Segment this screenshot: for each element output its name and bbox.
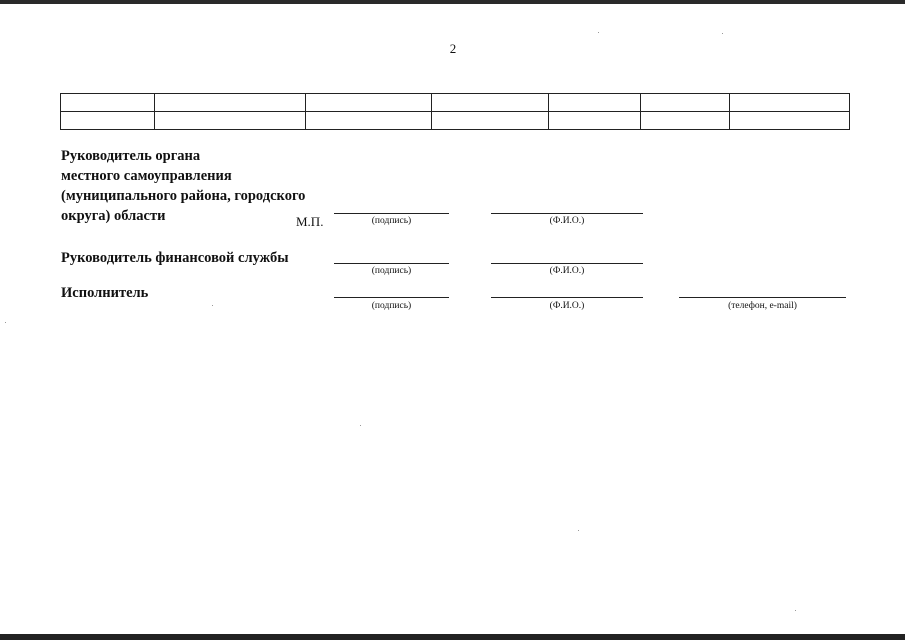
page-number: 2 xyxy=(449,41,457,56)
executor-contact-line xyxy=(679,297,846,298)
table-cell xyxy=(549,112,641,130)
empty-form-table xyxy=(60,93,850,130)
head-org-line: (муниципального района, городского xyxy=(61,188,306,204)
head-finance-name-caption: (Ф.И.О.) xyxy=(549,266,585,276)
table-cell xyxy=(155,94,306,112)
table-cell xyxy=(432,112,549,130)
head-org-line: Руководитель органа xyxy=(61,148,201,164)
table-cell xyxy=(549,94,641,112)
head-finance-name-line xyxy=(491,263,643,264)
scan-speck xyxy=(578,530,579,531)
table-cell xyxy=(641,112,730,130)
scan-speck xyxy=(212,305,213,306)
head-finance-signature-line xyxy=(334,263,449,264)
executor-label: Исполнитель xyxy=(61,285,149,301)
executor-signature-caption: (подпись) xyxy=(371,301,412,311)
head-org-signature-caption: (подпись) xyxy=(371,216,412,226)
table-cell xyxy=(730,112,850,130)
scan-speck xyxy=(795,610,796,611)
head-finance-signature-caption: (подпись) xyxy=(371,266,412,276)
executor-contact-caption: (телефон, e-mail) xyxy=(728,301,797,311)
table-cell xyxy=(61,94,155,112)
scan-speck xyxy=(722,33,723,34)
head-org-name-caption: (Ф.И.О.) xyxy=(549,216,585,226)
executor-name-line xyxy=(491,297,643,298)
page-top-edge xyxy=(0,0,905,4)
table-cell xyxy=(432,94,549,112)
head-org-line: местного самоуправления xyxy=(61,168,232,184)
executor-signature-line xyxy=(334,297,449,298)
table-row xyxy=(61,112,850,130)
page-bottom-edge xyxy=(0,634,905,640)
head-org-name-line xyxy=(491,213,643,214)
stamp-place-label: М.П. xyxy=(296,214,324,229)
head-org-line: округа) области xyxy=(61,208,166,224)
scan-speck xyxy=(360,425,361,426)
table-cell xyxy=(641,94,730,112)
table-cell xyxy=(61,112,155,130)
table-cell xyxy=(730,94,850,112)
table-row xyxy=(61,94,850,112)
head-of-local-government-label xyxy=(61,146,305,226)
scan-speck xyxy=(5,322,6,323)
head-org-signature-line xyxy=(334,213,449,214)
executor-name-caption: (Ф.И.О.) xyxy=(549,301,585,311)
scan-speck xyxy=(598,32,599,33)
table-cell xyxy=(306,112,432,130)
table-cell xyxy=(155,112,306,130)
head-of-finance-label: Руководитель финансовой службы xyxy=(61,250,289,266)
table-cell xyxy=(306,94,432,112)
